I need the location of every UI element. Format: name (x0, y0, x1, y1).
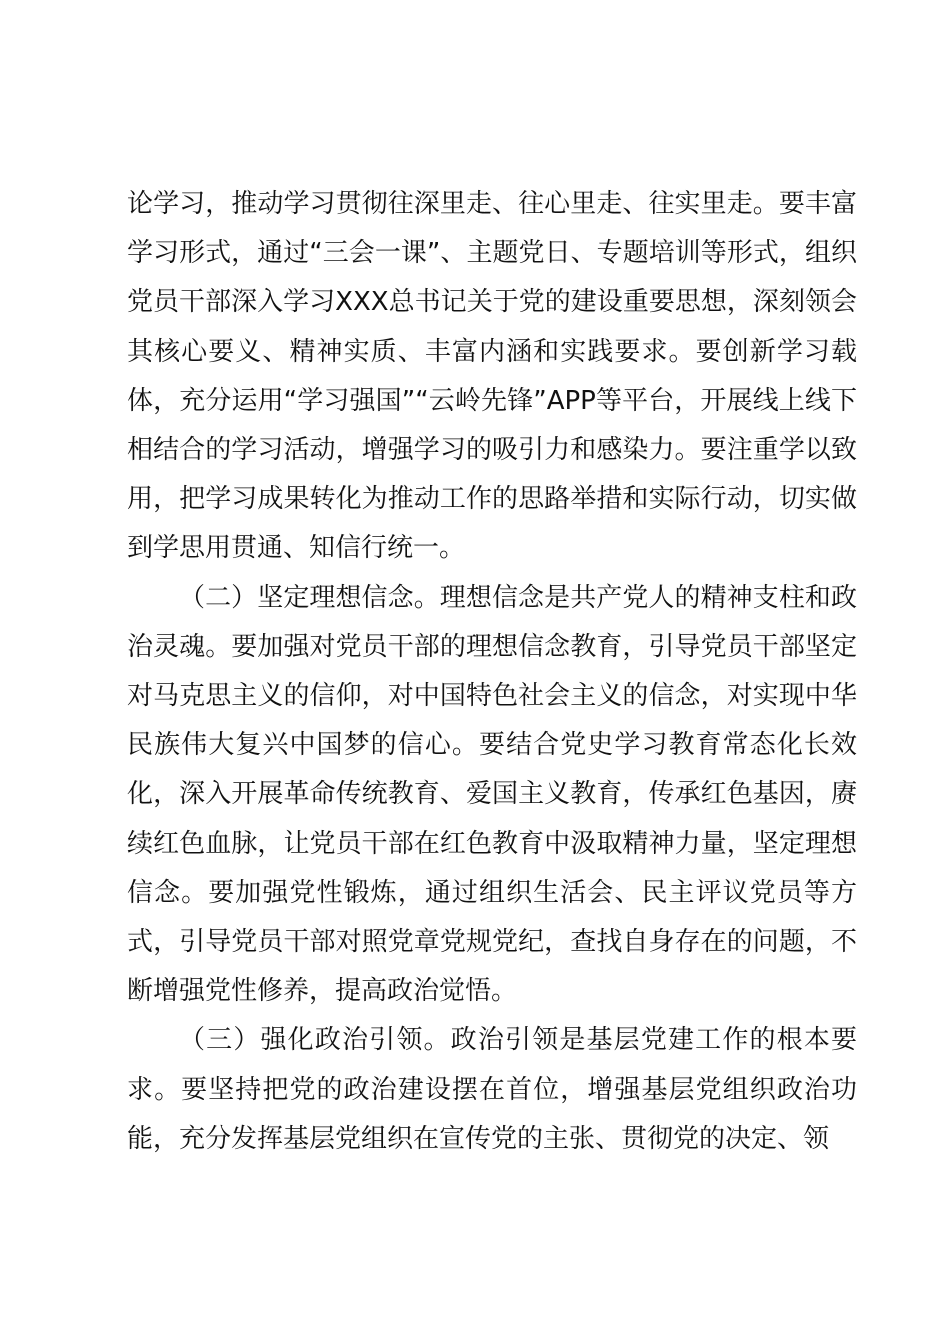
document-body (127, 180, 857, 1164)
paragraph-section-three: （三）强化政治引领。政治引领是基层党建工作的根本要求。要坚持把党的政治建设摆在首位，增强基层党组织政治功能，充分发挥基层党组织在宣传党的主张、贯彻党的决定、领 (127, 1025, 857, 1154)
paragraph-continuation: 论学习，推动学习贯彻往深里走、往心里走、往实里走。要丰富学习形式，通过“三会一课”、主题党日、专题培训等形式，组织党员干部深入学习XXX总书记关于党的建设重要思想，深刻领会其核心要义、精神实质、丰富内涵和实践要求。要创新学习载体，充分运用“学习强国”“云岭先锋”APP等平台，开展线上线下相结合的学习活动，增强学习的吸引力和感染力。要注重学以致用，把学习成果转化为推动工作的思路举措和实际行动，切实做到学思用贯通、知信行统一。 (127, 189, 857, 564)
paragraph-section-two: （二）坚定理想信念。理想信念是共产党人的精神支柱和政治灵魂。要加强对党员干部的理想信念教育，引导党员干部坚定对马克思主义的信仰，对中国特色社会主义的信念，对实现中华民族伟大复兴中国梦的信心。要结合党史学习教育常态化长效化，深入开展革命传统教育、爱国主义教育，传承红色基因，赓续红色血脉，让党员干部在红色教育中汲取精神力量，坚定理想信念。要加强党性锻炼，通过组织生活会、民主评议党员等方式，引导党员干部对照党章党规党纪，查找自身存在的问题，不断增强党性修养，提高政治觉悟。 (127, 582, 857, 1007)
